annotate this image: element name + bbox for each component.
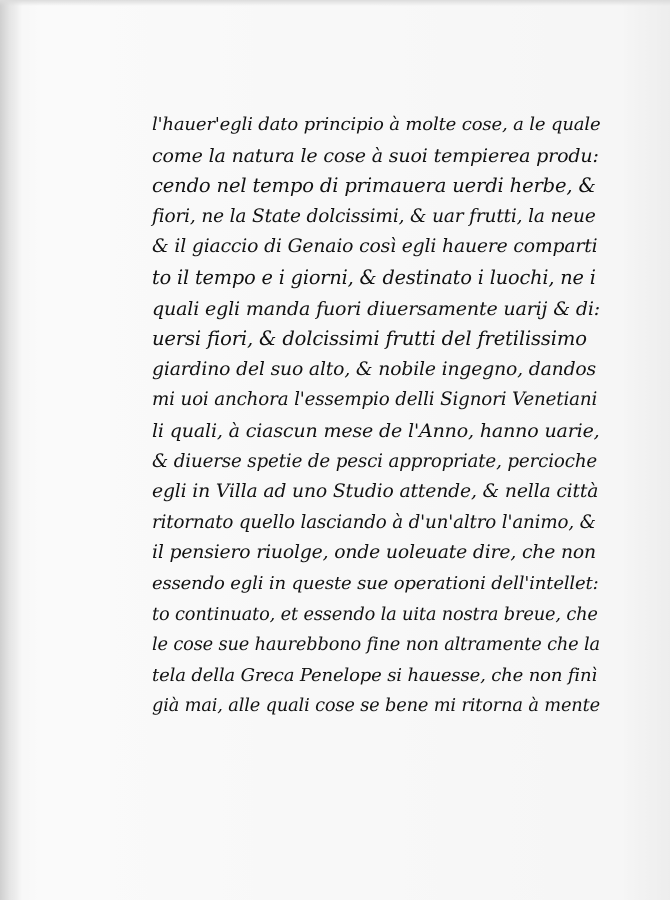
text-line: cendo nel tempo di primauera uerdi herbe, & — [152, 174, 596, 198]
text-line: l'hauer'egli dato principio à molte cose, a le quale — [152, 114, 601, 135]
page-top-edge — [0, 0, 670, 6]
text-line: uersi fiori, & dolcissimi frutti del fretilissimo — [152, 327, 587, 351]
text-line: to il tempo e i giorni, & destinato i luochi, ne i — [152, 265, 596, 289]
body-text — [152, 110, 600, 722]
text-line: ritornato quello lasciando à d'un'altro l'animo, & — [152, 511, 596, 533]
text-line: li quali, à ciascun mese de l'Anno, hanno uarie, — [152, 419, 600, 442]
text-line: egli in Villa ad uno Studio attende, & nella città — [152, 481, 599, 503]
text-line: le cose sue haurebbono fine non altramente che la — [152, 635, 600, 656]
text-line: giardino del suo alto, & nobile ingegno, dandos — [152, 358, 597, 380]
text-line: essendo egli in queste sue operationi dell'intellet: — [152, 572, 599, 594]
text-line: quali egli manda fuori diuersamente uarij & di: — [152, 297, 601, 320]
text-line: tela della Greca Penelope si hauesse, che non finì — [152, 664, 598, 686]
text-line: il pensiero riuolge, onde uoleuate dire, che non — [152, 542, 596, 564]
text-line: & il giaccio di Genaio così egli hauere comparti — [152, 236, 598, 258]
text-line: mi uoi anchora l'essempio delli Signori Venetiani — [152, 389, 598, 411]
text-line: come la natura le cose à suoi tempierea produ: — [152, 144, 599, 167]
text-line: to continuato, et essendo la uita nostra breue, che — [152, 604, 598, 625]
text-line: & diuerse spetie de pesci appropriate, percioche — [152, 450, 598, 472]
gutter-shadow — [0, 0, 22, 900]
text-line: già mai, alle quali cose se bene mi ritorna à mente — [152, 696, 600, 717]
text-line: fiori, ne la State dolcissimi, & uar frutti, la neue — [152, 205, 596, 227]
